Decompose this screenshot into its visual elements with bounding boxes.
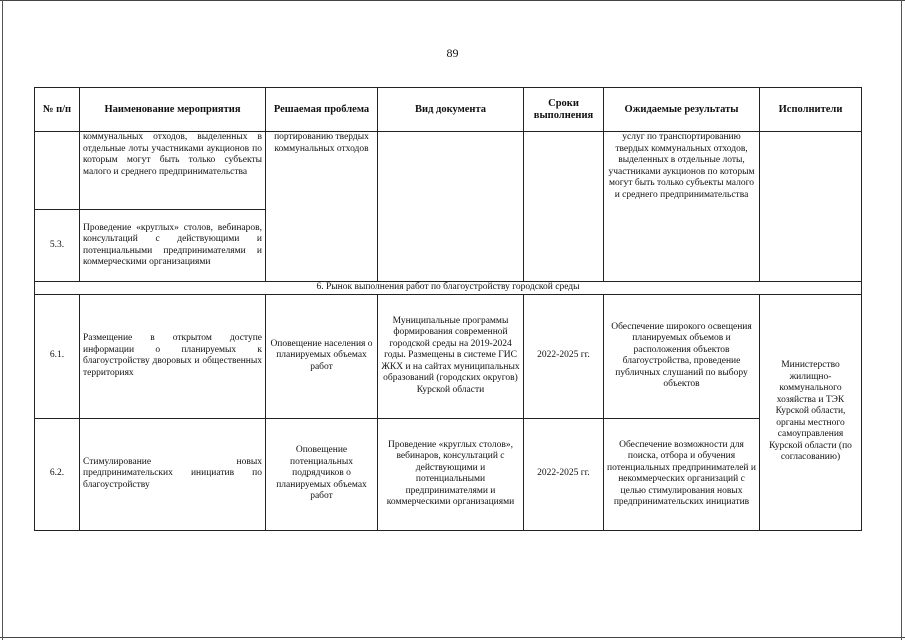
table-row — [35, 294, 862, 418]
table-row — [35, 132, 862, 210]
cell-event: Размещение в открытом доступе информации о планируемых к благоустройству дворовых и общественных территориях — [80, 294, 266, 418]
scan-edge-top — [0, 0, 905, 1]
header-executors: Исполнители — [760, 88, 862, 132]
header-event: Наименование мероприятия — [80, 88, 266, 132]
scan-edge-right — [901, 0, 902, 640]
cell-event: коммунальных отходов, выделенных в отдельные лоты участниками аукционов по которым могут быть только субъекты малого и среднего предпринимательства — [80, 132, 266, 210]
cell-term — [524, 132, 604, 282]
scan-edge-bottom — [0, 637, 905, 638]
cell-event: Проведение «круглых» столов, вебинаров, консультаций с действующими и потенциальными предпринимателями и коммерческими организациями — [80, 210, 266, 282]
cell-term: 2022-2025 гг. — [524, 418, 604, 530]
section-title: 6. Рынок выполнения работ по благоустройству городской среды — [35, 282, 862, 295]
cell-executors — [760, 132, 862, 282]
header-term: Сроки выполнения — [524, 88, 604, 132]
header-problem: Решаемая проблема — [266, 88, 378, 132]
cell-problem: портированию твердых коммунальных отходов — [266, 132, 378, 282]
cell-event: Стимулирование новых предпринимательских инициатив по благоустройству — [80, 418, 266, 530]
cell-num: 6.1. — [35, 294, 80, 418]
cell-results: Обеспечение возможности для поиска, отбора и обучения потенциальных предпринимателей и некоммерческих организаций с целью стимулирования новых предпринимательских инициатив — [604, 418, 760, 530]
cell-problem: Оповещение потенциальных подрядчиков о планируемых объемах работ — [266, 418, 378, 530]
header-doc: Вид документа — [378, 88, 524, 132]
header-num: № п/п — [35, 88, 80, 132]
cell-num: 6.2. — [35, 418, 80, 530]
cell-term: 2022-2025 гг. — [524, 294, 604, 418]
header-results: Ожидаемые результаты — [604, 88, 760, 132]
section-row — [35, 282, 862, 295]
cell-doc: Муниципальные программы формирования современной городской среды на 2019-2024 годы. Размещены в системе ГИС ЖКХ и на сайтах муниципальных образований (городских округов) Курской области — [378, 294, 524, 418]
cell-num: 5.3. — [35, 210, 80, 282]
page-number: 89 — [446, 46, 459, 60]
table-row — [35, 418, 862, 530]
cell-num — [35, 132, 80, 210]
cell-executors: Министерство жилищно-коммунального хозяйства и ТЭК Курской области, органы местного самоуправления Курской области (по согласованию) — [760, 294, 862, 530]
cell-results: услуг по транспортированию твердых коммунальных отходов, выделенных в отдельные лоты, участниками аукционов по которым могут быть только субъекты малого и среднего предпринимательства — [604, 132, 760, 282]
cell-doc — [378, 132, 524, 282]
cell-results: Обеспечение широкого освещения планируемых объемов и расположения объектов благоустройства, проведение публичных слушаний по выбору объектов — [604, 294, 760, 418]
measures-table — [34, 87, 862, 531]
table-header-row — [35, 88, 862, 132]
scan-edge-left — [2, 0, 3, 640]
cell-doc: Проведение «круглых столов», вебинаров, консультаций с действующими и потенциальными предпринимателями и коммерческими организациями — [378, 418, 524, 530]
cell-problem: Оповещение населения о планируемых объемах работ — [266, 294, 378, 418]
